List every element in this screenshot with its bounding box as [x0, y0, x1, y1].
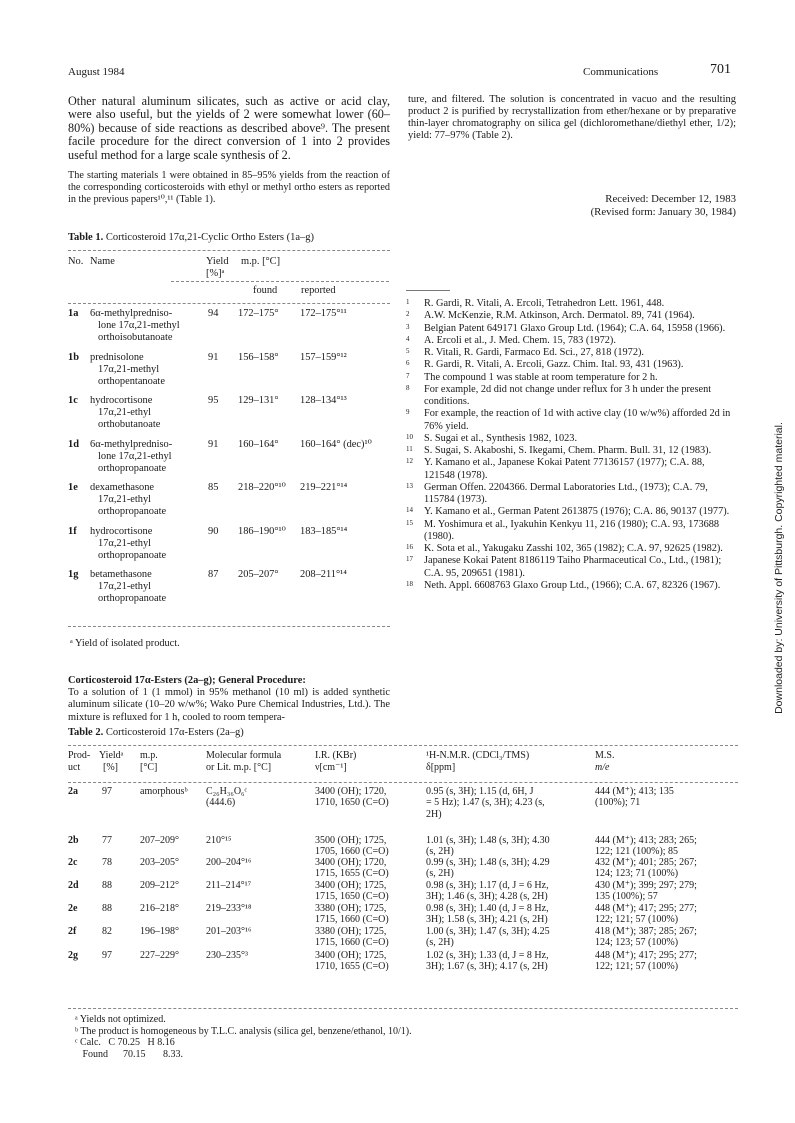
- row-formula-line: 210°¹⁵: [206, 835, 232, 846]
- row-mp: 196–198°: [140, 926, 179, 937]
- reference-item: [406, 408, 736, 433]
- reference-item: [406, 298, 736, 310]
- row-no: 1a: [68, 308, 79, 319]
- row-mp: amorphousᵇ: [140, 786, 188, 797]
- row-nmr-line: 3H); 1.67 (s, 3H); 4.17 (s, 2H): [426, 961, 548, 973]
- reference-number: 10: [406, 432, 413, 441]
- row-found: 186–190°¹⁰: [238, 525, 286, 537]
- row-name-line: 17α,21-ethyl: [98, 581, 152, 593]
- reference-text: For example, the reaction of 1d with active clay (10 w/w%) afforded 2d in 76% yield.: [424, 408, 731, 432]
- table-row: [68, 439, 390, 483]
- table2-top-rule: [68, 745, 738, 746]
- row-name-line: orthopropanoate: [98, 593, 167, 605]
- row-product: 2f: [68, 926, 77, 937]
- reference-item: [406, 433, 736, 445]
- row-found: 172–175°: [238, 308, 279, 319]
- reference-number: 4: [406, 334, 410, 343]
- row-name-line: hydrocortisone: [90, 525, 153, 537]
- row-ir-line: 3500 (OH); 1725,: [315, 835, 387, 846]
- row-yield: 94: [208, 308, 219, 319]
- table2-footnotes: [75, 1014, 412, 1060]
- row-ms-line: 122; 121 (100%); 85: [595, 846, 679, 858]
- table2-footnote: ᶜ Calc. C 70.25 H 8.16: [75, 1037, 175, 1048]
- row-ms-line: 122; 121; 57 (100%): [595, 914, 679, 926]
- row-ir-line: 3400 (OH); 1720,: [315, 786, 387, 797]
- row-yield: 87: [208, 569, 219, 580]
- row-ms-line: (100%); 71: [595, 797, 641, 809]
- table-row: [68, 950, 738, 998]
- row-nmr-line: (s, 2H): [426, 937, 454, 949]
- reference-text: M. Yoshimura et al., Iyakuhin Kenkyu 11, 216 (1980); C.A. 93, 173688 (1980).: [424, 518, 720, 542]
- reference-number: 18: [406, 579, 413, 588]
- row-name-line: orthoisobutanoate: [98, 332, 173, 344]
- row-ir-line: 1715, 1660 (C=O): [315, 937, 389, 949]
- reference-number: 8: [406, 383, 410, 392]
- row-nmr-line: = 5 Hz); 1.47 (s, 3H); 4.23 (s,: [426, 797, 545, 809]
- table2-footnote: ᵃ Yields not optimized.: [75, 1014, 166, 1025]
- table-row: [68, 395, 390, 439]
- row-nmr-line: 0.95 (s, 3H); 1.15 (d, 6H, J: [426, 786, 534, 797]
- running-header-section: Communications: [583, 66, 659, 78]
- row-yield: 95: [208, 395, 219, 406]
- col-header-no: No.: [68, 256, 84, 267]
- row-nmr-line: (s, 2H): [426, 846, 454, 858]
- reference-text: German Offen. 2204366. Dermal Laboratories Ltd., (1973); C.A. 79, 115784 (1973).: [424, 481, 708, 505]
- col-header-yield-unit: [%]ᵃ: [206, 268, 225, 279]
- reference-item: [406, 359, 736, 371]
- reference-text: S. Sugai, S. Akaboshi, S. Ikegami, Chem. Pharm. Bull. 31, 12 (1983).: [424, 445, 712, 456]
- col-header-ms: M.S. m/e: [595, 750, 615, 773]
- row-formula-line: C₂₆H₃₆O₆ᶜ: [206, 786, 248, 797]
- table1-header: [68, 256, 390, 316]
- row-formula-line: 219–233°¹⁸: [206, 903, 252, 914]
- row-yield: 88: [102, 880, 112, 891]
- right-column: [408, 94, 736, 142]
- body-paragraph: Other natural aluminum silicates, such as active or acid clay, were also useful, but the yields of 2 were somewhat lower (60–80%) because of side reactions as described above⁹. The present facile procedure for the direct conversion of 1 into 2 provides useful method for a large scale synthesis of 2.: [68, 94, 390, 162]
- row-nmr-line: 1.01 (s, 3H); 1.48 (s, 3H); 4.30: [426, 835, 550, 846]
- table-row: [68, 352, 390, 396]
- row-ms-line: 122; 121; 57 (100%): [595, 961, 679, 973]
- table1-top-rule: [68, 250, 390, 251]
- row-name-line: 17α,21-ethyl: [98, 537, 152, 549]
- row-product: 2g: [68, 950, 78, 961]
- col-header-product: Prod- uct: [68, 750, 91, 773]
- procedure-section: [68, 675, 390, 724]
- row-ir-line: 3380 (OH); 1725,: [315, 903, 387, 914]
- row-mp: 209–212°: [140, 880, 179, 891]
- table-row: [68, 786, 738, 834]
- table1-bottom-rule: [68, 626, 390, 627]
- row-reported: 157–159°¹²: [300, 351, 347, 363]
- reference-item: [406, 347, 736, 359]
- row-product: 2c: [68, 857, 78, 868]
- row-name-line: dexamethasone: [90, 482, 155, 493]
- row-mp: 227–229°: [140, 950, 179, 961]
- table2-header-rule: [68, 782, 738, 783]
- procedure-title: Corticosteroid 17α-Esters (2a–g); General Procedure:: [68, 675, 306, 686]
- reference-item: [406, 335, 736, 347]
- table-row: [68, 482, 390, 526]
- row-nmr-line: 0.99 (s, 3H); 1.48 (s, 3H); 4.29: [426, 857, 550, 868]
- table2-body: [68, 786, 738, 1006]
- reference-text: Y. Kamano et al., Japanese Kokai Patent 77136157 (1977); C.A. 88, 121548 (1978).: [424, 457, 705, 481]
- reference-text: Japanese Kokai Patent 8186119 Taiho Pharmaceutical Co., Ltd., (1981); C.A. 95, 209651 (1981).: [424, 555, 722, 579]
- col-header-formula: Molecular formula or Lit. m.p. [°C]: [206, 750, 282, 773]
- reference-item: [406, 372, 736, 384]
- reference-number: 17: [406, 555, 413, 564]
- row-name-line: 17α,21-ethyl: [98, 494, 152, 506]
- table-row: [68, 569, 390, 613]
- row-name-line: lone 17α,21-methyl: [98, 320, 180, 332]
- reference-number: 12: [406, 457, 413, 466]
- row-found: 205–207°: [238, 569, 279, 580]
- col-header-ir: I.R. (KBr) ν[cm⁻¹]: [315, 750, 357, 773]
- table-row: [68, 526, 390, 570]
- row-nmr-line: 3H); 1.58 (s, 3H); 4.21 (s, 2H): [426, 914, 548, 926]
- row-found: 129–131°: [238, 395, 279, 406]
- row-nmr-line: 1.02 (s, 3H); 1.33 (d, J = 8 Hz,: [426, 950, 549, 961]
- row-name-line: lone 17α,21-ethyl: [98, 450, 172, 462]
- table1-caption: Table 1. Corticosteroid 17α,21-Cyclic Ortho Esters (1a–g): [68, 232, 315, 243]
- row-product: 2b: [68, 835, 79, 846]
- row-reported: 183–185°¹⁴: [300, 525, 348, 537]
- reference-number: 14: [406, 506, 413, 515]
- row-nmr-line: 1.00 (s, 3H); 1.47 (s, 3H); 4.25: [426, 926, 550, 937]
- row-yield: 97: [102, 950, 112, 961]
- row-nmr-line: 3H); 1.46 (s, 3H); 4.28 (s, 2H): [426, 891, 548, 903]
- reference-number: 5: [406, 347, 410, 355]
- table1-body: [68, 308, 390, 618]
- row-nmr-line: 0.98 (s, 3H); 1.40 (d, J = 8 Hz,: [426, 903, 549, 914]
- row-ir-line: 3380 (OH); 1725,: [315, 926, 387, 937]
- reference-number: 6: [406, 359, 410, 368]
- reference-item: [406, 457, 736, 482]
- row-no: 1b: [68, 351, 79, 363]
- row-yield: 91: [208, 351, 219, 363]
- row-product: 2e: [68, 903, 78, 914]
- row-nmr-line: 2H): [426, 808, 442, 820]
- row-ms-line: 124; 123; 71 (100%): [595, 868, 679, 880]
- row-ir-line: 3400 (OH); 1725,: [315, 880, 387, 891]
- row-name-line: betamethasone: [90, 569, 152, 580]
- row-formula-line: 200–204°¹⁶: [206, 857, 252, 868]
- reference-text: Y. Kamano et al., German Patent 2613875 (1976); C.A. 86, 90137 (1977).: [424, 506, 730, 518]
- received-date: Received: December 12, 1983: [605, 193, 736, 205]
- row-yield: 91: [208, 438, 219, 450]
- row-reported: 128–134°¹³: [300, 395, 347, 406]
- row-ir-line: 1705, 1660 (C=O): [315, 846, 389, 858]
- reference-item: [406, 445, 736, 457]
- reference-number: 9: [406, 408, 410, 417]
- row-no: 1d: [68, 438, 79, 450]
- row-ir-line: 1715, 1650 (C=O): [315, 891, 389, 903]
- reference-number: 13: [406, 481, 413, 490]
- reference-item: [406, 580, 736, 592]
- reference-text: Belgian Patent 649171 Glaxo Group Ltd. (1964); C.A. 64, 15958 (1966).: [424, 322, 726, 334]
- col-header-yield: Yield: [206, 256, 229, 267]
- row-yield: 97: [102, 786, 112, 797]
- row-no: 1f: [68, 525, 77, 537]
- table2-bottom-rule: [68, 1008, 738, 1009]
- col-header-reported: reported: [301, 285, 336, 296]
- row-ms-line: 444 (M⁺); 413; 135: [595, 786, 674, 797]
- row-ms-line: 418 (M⁺); 387; 285; 267;: [595, 926, 697, 937]
- reference-text: K. Sota et al., Yakugaku Zasshi 102, 365 (1982); C.A. 97, 92625 (1982).: [424, 543, 723, 554]
- revised-date: (Revised form: January 30, 1984): [590, 205, 736, 218]
- table2-footnote: Found 70.15 8.33.: [75, 1048, 184, 1060]
- reference-item: [406, 323, 736, 335]
- row-ms-line: 448 (M⁺); 417; 295; 277;: [595, 903, 697, 914]
- reference-text: R. Vitali, R. Gardi, Farmaco Ed. Sci., 27, 818 (1972).: [424, 347, 644, 358]
- row-ms-line: 448 (M⁺); 417; 295; 277;: [595, 950, 697, 961]
- row-yield: 90: [208, 525, 219, 537]
- row-found: 156–158°: [238, 351, 279, 363]
- col-header-nmr: ¹H-N.M.R. (CDCl₃/TMS) δ[ppm]: [426, 750, 530, 773]
- row-ms-line: 124; 123; 57 (100%): [595, 937, 679, 949]
- row-name-line: hydrocortisone: [90, 395, 153, 406]
- row-ir-line: 1715, 1655 (C=O): [315, 868, 389, 880]
- row-formula-line: 230–235°³: [206, 950, 248, 961]
- row-name-line: orthopropanoate: [98, 549, 167, 561]
- col-header-yield: Yieldᵃ [%]: [99, 750, 124, 773]
- row-product: 2a: [68, 786, 78, 797]
- row-found: 160–164°: [238, 438, 279, 450]
- col-header-name: Name: [90, 256, 115, 267]
- reference-text: A.W. McKenzie, R.M. Atkinson, Arch. Dermatol. 89, 741 (1964).: [424, 310, 695, 322]
- row-name-line: orthopropanoate: [98, 462, 167, 474]
- reference-number: 11: [406, 445, 413, 453]
- row-name-line: orthopentanoate: [98, 375, 165, 387]
- row-ms-line: 444 (M⁺); 413; 283; 265;: [595, 835, 697, 846]
- row-name-line: prednisolone: [90, 351, 144, 363]
- body-paragraph: ture, and filtered. The solution is concentrated in vacuo and the resulting product 2 is purified by recrystallization from ether/hexane or by preparative thin-layer chromatography on silica gel (dichloromethane/diethyl ether, 1/2); yield: 77–97% (Table 2).: [408, 94, 736, 141]
- col-header-found: found: [253, 285, 278, 296]
- row-name-line: 17α,21-ethyl: [98, 407, 152, 419]
- row-no: 1c: [68, 395, 78, 406]
- reference-text: The compound 1 was stable at room temperature for 2 h.: [424, 371, 658, 383]
- reference-item: [406, 384, 736, 409]
- row-ir-line: 1710, 1655 (C=O): [315, 961, 389, 973]
- col-header-mp: m.p. [°C]: [140, 750, 158, 773]
- row-name-line: 6α-methylpredniso-: [90, 308, 173, 319]
- row-formula-line: 201–203°¹⁶: [206, 926, 252, 937]
- row-nmr-line: 0.98 (s, 3H); 1.17 (d, J = 6 Hz,: [426, 880, 549, 891]
- row-ir-line: 3400 (OH); 1720,: [315, 857, 387, 868]
- row-ms-line: 432 (M⁺); 401; 285; 267;: [595, 857, 697, 868]
- row-yield: 78: [102, 857, 112, 868]
- row-name-line: 6α-methylpredniso-: [90, 438, 173, 450]
- reference-text: R. Gardi, R. Vitali, A. Ercoli, Gazz. Chim. Ital. 93, 431 (1963).: [424, 359, 684, 371]
- row-reported: 172–175°¹¹: [300, 308, 347, 319]
- running-header-date: August 1984: [68, 66, 125, 78]
- download-watermark: Downloaded by: University of Pittsburgh. Copyrighted material.: [773, 422, 785, 714]
- reference-number: 7: [406, 371, 410, 380]
- row-name-line: orthobutanoate: [98, 419, 161, 431]
- reference-text: A. Ercoli et al., J. Med. Chem. 15, 783 (1972).: [424, 334, 616, 346]
- reference-item: [406, 543, 736, 555]
- left-column: [68, 95, 390, 206]
- row-reported: 208–211°¹⁴: [300, 569, 347, 580]
- references-rule: [406, 290, 450, 291]
- reference-text: For example, 2d did not change under reflux for 3 h under the present conditions.: [424, 383, 712, 407]
- reference-item: [406, 519, 736, 544]
- reference-text: R. Gardi, R. Vitali, A. Ercoli, Tetrahedron Lett. 1961, 448.: [424, 298, 665, 309]
- procedure-text: To a solution of 1 (1 mmol) in 95% methanol (10 ml) is added synthetic aluminum silicate (10–20 w/w%; Wako Pure Chemical Industries, Ltd.). The mixture is refluxed for 1 h, cooled to room tempera-: [68, 687, 390, 723]
- row-found: 218–220°¹⁰: [238, 482, 286, 493]
- table2-header: [68, 750, 738, 778]
- reference-number: 16: [406, 543, 413, 551]
- table1-mp-rule: [171, 281, 389, 282]
- row-ir-line: 1715, 1660 (C=O): [315, 914, 389, 926]
- table2-caption: Table 2. Corticosteroid 17α-Esters (2a–g): [68, 727, 244, 738]
- reference-number: 3: [406, 322, 410, 331]
- row-formula-line: (444.6): [206, 797, 236, 809]
- table1-footnote: ᵃ Yield of isolated product.: [70, 638, 180, 649]
- row-no: 1g: [68, 569, 79, 580]
- row-yield: 77: [102, 835, 112, 846]
- row-yield: 85: [208, 482, 219, 493]
- row-mp: 207–209°: [140, 835, 179, 846]
- table-row: [68, 308, 390, 352]
- row-ir-line: 3400 (OH); 1725,: [315, 950, 387, 961]
- col-header-mp: m.p. [°C]: [241, 256, 281, 267]
- row-no: 1e: [68, 482, 78, 493]
- reference-item: [406, 310, 736, 322]
- row-mp: 216–218°: [140, 903, 179, 914]
- row-mp: 203–205°: [140, 857, 179, 868]
- row-nmr-line: (s, 2H): [426, 868, 454, 880]
- row-ir-line: 1710, 1650 (C=O): [315, 797, 389, 809]
- row-reported: 160–164° (dec)¹⁰: [300, 438, 372, 450]
- row-yield: 88: [102, 903, 112, 914]
- reference-item: [406, 555, 736, 580]
- body-paragraph-small: The starting materials 1 were obtained in 85–95% yields from the reaction of the corresponding corticosteroids with ethyl or methyl ortho esters as reported in the previous papers¹⁰,¹¹ (Table 1).: [68, 170, 390, 206]
- reference-number: 15: [406, 518, 413, 527]
- reference-text: Neth. Appl. 6608763 Glaxo Group Ltd., (1966); C.A. 67, 82326 (1967).: [424, 579, 721, 591]
- page-number: 701: [710, 62, 731, 77]
- row-ms-line: 430 (M⁺); 399; 297; 279;: [595, 880, 697, 891]
- received-dates: [560, 193, 736, 218]
- references-list: [406, 298, 736, 592]
- reference-item: [406, 506, 736, 518]
- reference-number: 1: [406, 298, 410, 306]
- row-ms-line: 135 (100%); 57: [595, 891, 658, 903]
- row-product: 2d: [68, 880, 79, 891]
- row-formula-line: 211–214°¹⁷: [206, 880, 252, 891]
- row-name-line: orthopropanoate: [98, 506, 167, 518]
- row-reported: 219–221°¹⁴: [300, 482, 348, 493]
- reference-number: 2: [406, 310, 410, 319]
- reference-text: S. Sugai et al., Synthesis 1982, 1023.: [424, 432, 578, 444]
- row-yield: 82: [102, 926, 112, 937]
- table1-header-rule: [68, 303, 390, 304]
- reference-item: [406, 482, 736, 507]
- table2-footnote: ᵇ The product is homogeneous by T.L.C. analysis (silica gel, benzene/ethanol, 10/1).: [75, 1025, 412, 1037]
- row-name-line: 17α,21-methyl: [98, 363, 160, 375]
